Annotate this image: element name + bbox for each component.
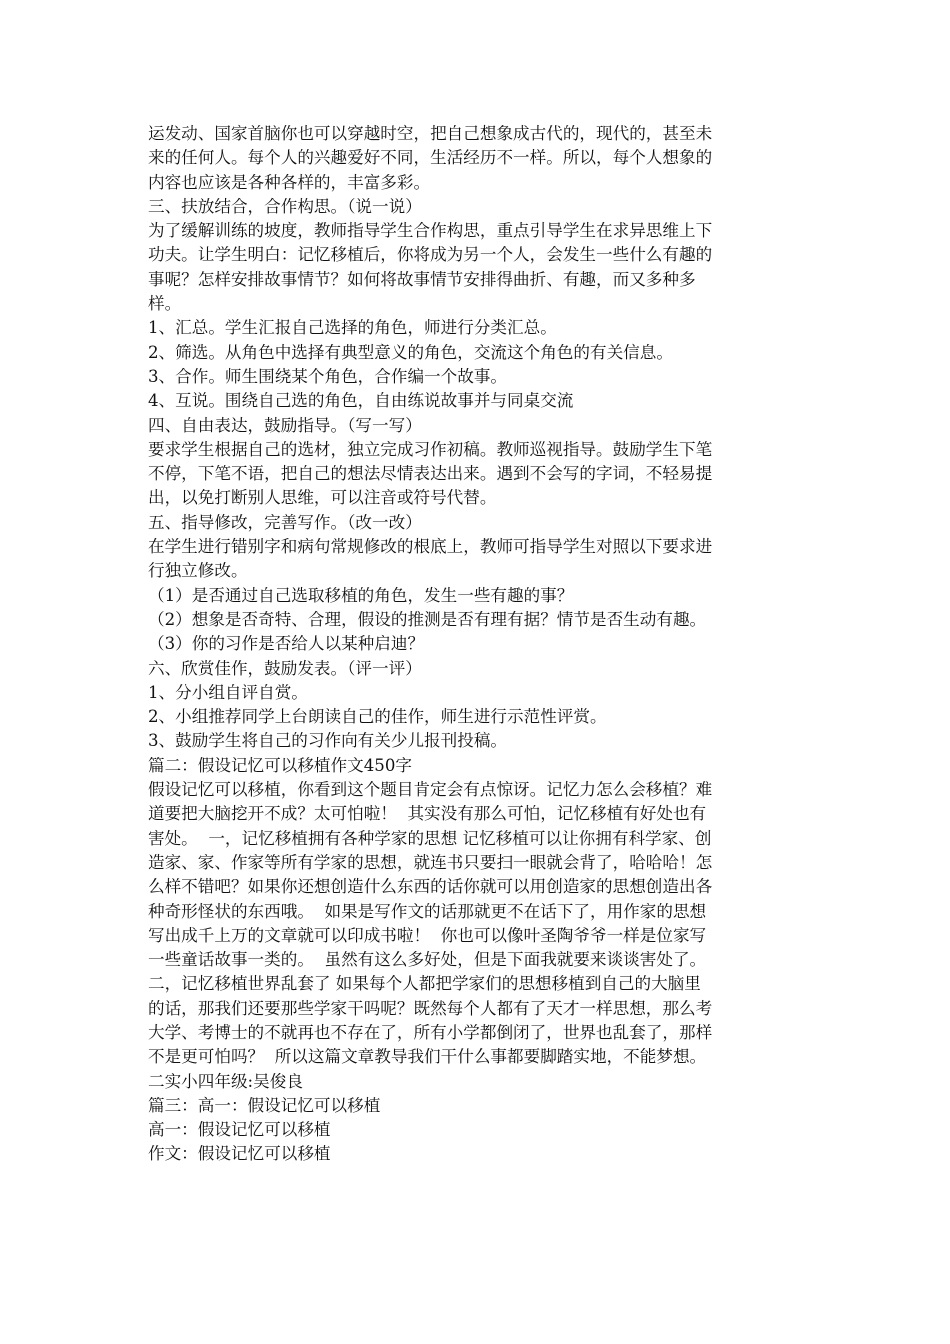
list-item: 2、小组推荐同学上台朗读自己的佳作，师生进行示范性评赏。 [148,707,607,727]
list-item: 3、合作。师生围绕某个角色，合作编一个故事。 [148,366,508,386]
text-line: 一些童话故事一类的。 虽然有这么多好处，但是下面我就要来谈谈害处了。 [148,950,707,970]
article-title: 篇三：高一：假设记忆可以移植 [148,1095,381,1115]
text-line: 写出成千上万的文章就可以印成书啦！ 你也可以像叶圣陶爷爷一样是位家写 [148,925,707,945]
list-item: 2、筛选。从角色中选择有典型意义的角色，交流这个角色的有关信息。 [148,342,673,362]
text-line: 么样不错吧？如果你还想创造什么东西的话你就可以用创造家的思想创造出各 [148,877,713,897]
text-line: 不是更可怕吗？ 所以这篇文章教导我们干什么事都要脚踏实地，不能梦想。 [148,1047,707,1067]
text-line: 造家、家、作家等所有学家的思想，就连书只要扫一眼就会背了，哈哈哈！怎 [148,852,713,872]
text-line: 害处。 一，记忆移植拥有各种学家的思想 记忆移植可以让你拥有科学家、创 [148,828,712,848]
text-line: 来的任何人。每个人的兴趣爱好不同，生活经历不一样。所以，每个人想象的 [148,148,713,168]
text-line: 事呢？怎样安排故事情节？如何将故事情节安排得曲折、有趣，而又多种多 [148,269,696,289]
text-line: 高一：假设记忆可以移植 [148,1120,331,1140]
list-item: （1）是否通过自己选取移植的角色，发生一些有趣的事？ [148,585,574,605]
list-item: （3）你的习作是否给人以某种启迪？ [148,634,425,654]
text-line: 出，以免打断别人思维，可以注音或符号代替。 [148,488,497,508]
text-line: 种奇形怪状的东西哦。 如果是写作文的话那就更不在话下了，用作家的思想 [148,901,707,921]
text-line: 行独立修改。 [148,561,248,581]
list-item: 1、分小组自评自赏。 [148,682,308,702]
text-line: 运发动、国家首脑你也可以穿越时空，把自己想象成古代的，现代的，甚至未 [148,124,713,143]
text-line: 功夫。让学生明白：记忆移植后，你将成为另一个人，会发生一些什么有趣的 [148,245,713,265]
text-line: 内容也应该是各种各样的，丰富多彩。 [148,172,431,192]
document-body [148,122,804,1167]
list-item: 3、鼓励学生将自己的习作向有关少儿报刊投稿。 [148,731,508,751]
text-line: 不停，下笔不语，把自己的想法尽情表达出来。遇到不会写的字词，不轻易提 [148,464,713,484]
text-line: 二，记忆移植世界乱套了 如果每个人都把学家们的思想移植到自己的大脑里 [148,974,701,994]
text-line: 为了缓解训练的坡度，教师指导学生合作构思，重点引导学生在求异思维上下 [148,221,713,241]
article-title: 篇二：假设记忆可以移植作文450字 [148,755,412,775]
section-heading: 五、指导修改，完善写作。（改一改） [148,512,422,532]
list-item: （2）想象是否奇特、合理，假设的推测是否有理有据？情节是否生动有趣。 [148,609,707,629]
text-line: 大学、考博士的不就再也不存在了，所有小学都倒闭了，世界也乱套了，那样 [148,1022,713,1042]
section-heading: 六、欣赏佳作，鼓励发表。（评一评） [148,658,422,678]
list-item: 1、汇总。学生汇报自己选择的角色，师进行分类汇总。 [148,318,557,338]
section-heading: 四、自由表达，鼓励指导。（写一写） [148,415,422,435]
text-line: 的话，那我们还要那些学家干吗呢？既然每个人都有了天才一样思想，那么考 [148,998,713,1018]
section-heading: 三、扶放结合，合作构思。（说一说） [148,196,422,216]
text-line: 要求学生根据自己的选材，独立完成习作初稿。教师巡视指导。鼓励学生下笔 [148,439,713,459]
text-line: 在学生进行错别字和病句常规修改的根底上，教师可指导学生对照以下要求进 [148,537,713,557]
list-item: 4、互说。围绕自己选的角色，自由练说故事并与同桌交流 [148,391,574,411]
author-line: 二实小四年级:吴俊良 [148,1071,303,1091]
text-line: 道要把大脑挖开不成？太可怕啦！ 其实没有那么可怕，记忆移植有好处也有 [148,804,707,824]
text-line: 样。 [148,294,182,314]
text-line: 作文：假设记忆可以移植 [148,1144,331,1164]
text-line: 假设记忆可以移植，你看到这个题目肯定会有点惊讶。记忆力怎么会移植？难 [148,780,713,800]
